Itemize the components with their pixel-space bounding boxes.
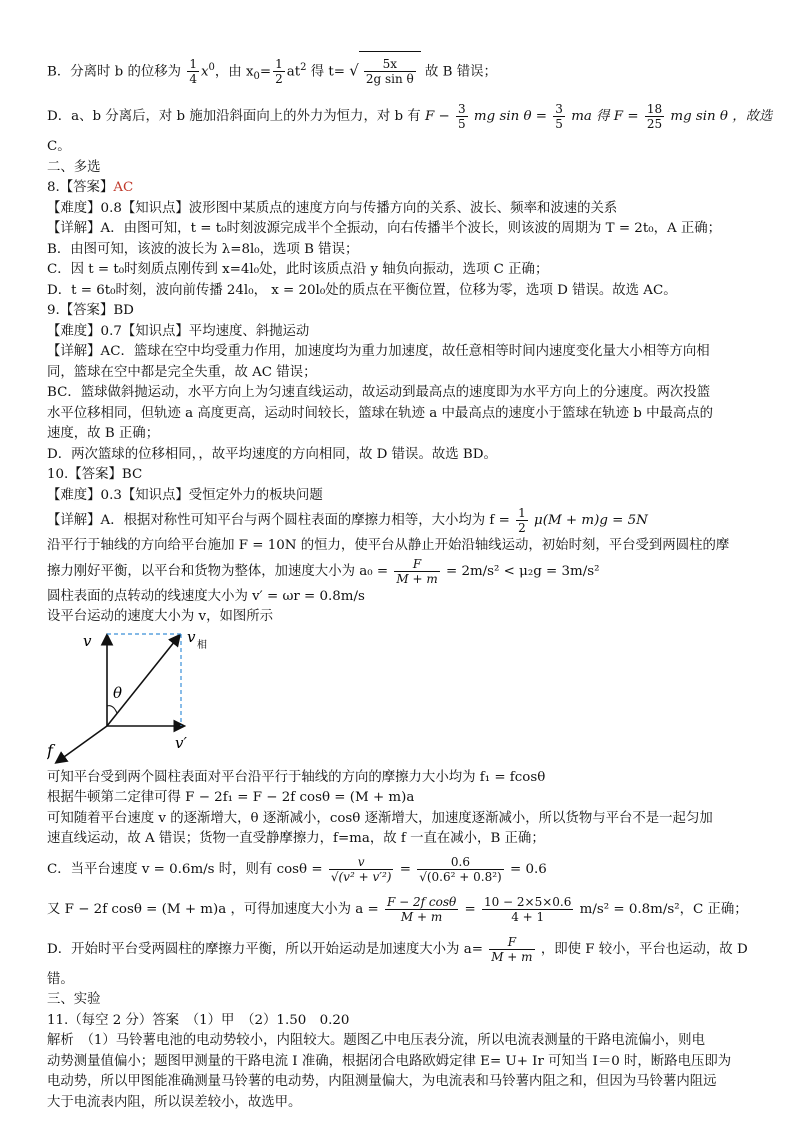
text-line: C．因 t = t₀时刻质点刚传到 x=4l₀处，此时该质点沿 y 轴负向振动，选项 C 正确； bbox=[47, 262, 549, 277]
text: F − bbox=[424, 109, 450, 124]
f-arrow bbox=[57, 726, 107, 762]
text: ，即使 F 较小，平台也运动，故 D bbox=[540, 941, 748, 957]
q10-answer: 10.【答案】BC bbox=[47, 467, 143, 482]
denominator: 2g sin θ bbox=[365, 72, 414, 87]
text-line: D．t = 6t₀时刻，波向前传播 24l₀， x = 20l₀处的质点在平衡位置，位移为零，选项 D 错误。故选 AC。 bbox=[47, 282, 677, 298]
label-theta: θ bbox=[113, 683, 123, 702]
numerator: F bbox=[489, 935, 534, 950]
text-line bbox=[47, 930, 757, 970]
denominator: 5 bbox=[555, 117, 563, 131]
denominator: 4 + 1 bbox=[511, 909, 545, 924]
label-f: f bbox=[47, 740, 53, 760]
numerator: 3 bbox=[458, 102, 466, 116]
text-line: 圆柱表面的点转动的线速度大小为 v′ = ωr = 0.8m/s bbox=[47, 588, 365, 604]
text-line: C。 bbox=[47, 139, 71, 154]
denominator: 25 bbox=[646, 117, 663, 131]
text: 得 t= bbox=[310, 64, 346, 80]
fraction-1-4 bbox=[187, 57, 199, 86]
text-line: 大于电流表内阻，所以误差较小，故选甲。 bbox=[47, 1094, 302, 1110]
text-line: 同，篮球在空中都是完全失重，故 AC 错误； bbox=[47, 364, 317, 380]
text: = 2m/s² < μ₂g = 3m/s² bbox=[445, 563, 600, 579]
text-line: 设平台运动的速度大小为 v，如图所示 bbox=[47, 609, 274, 624]
option-d-line bbox=[47, 97, 773, 137]
answer-document bbox=[47, 48, 773, 1113]
numerator: 3 bbox=[555, 102, 563, 116]
section-heading: 二、多选 bbox=[47, 159, 101, 175]
denominator: 5 bbox=[458, 117, 466, 131]
denominator: 2 bbox=[275, 72, 283, 87]
text-line: 错。 bbox=[47, 971, 74, 987]
numerator: 5x bbox=[364, 57, 416, 72]
text-line bbox=[47, 506, 757, 536]
numerator: 18 bbox=[646, 102, 663, 116]
vrel-arrow bbox=[107, 636, 179, 726]
text-line: 可知平台受到两个圆柱表面对平台沿平行于轴线的方向的摩擦力大小均为 f₁ = fcosθ bbox=[47, 769, 546, 785]
text: D．开始时平台受两圆柱的摩擦力平衡，所以开始运动是加速度大小为 a= bbox=[47, 941, 483, 957]
text: = bbox=[399, 861, 411, 877]
text-line bbox=[47, 890, 757, 930]
text: at bbox=[286, 64, 301, 80]
text-line: 速度，故 B 正确； bbox=[47, 426, 160, 441]
denominator: 2 bbox=[518, 521, 526, 535]
numerator: F − 2f cosθ bbox=[386, 894, 457, 909]
text-line: 电动势，所以甲图能准确测量马铃薯的电动势，内阻测量偏大，为电流表和马铃薯内阻之和，但因为马铃薯内阻远 bbox=[47, 1074, 717, 1089]
denominator: M + m bbox=[400, 909, 443, 924]
q8-answer bbox=[47, 178, 757, 199]
text: ，由 x bbox=[214, 64, 254, 80]
text: 擦力刚好平衡，以平台和货物为整体，加速度大小为 a₀ = bbox=[47, 563, 389, 579]
numerator: 1 bbox=[275, 57, 283, 72]
denominator: √(0.6² + 0.8²) bbox=[419, 869, 502, 884]
text: mg sin θ = bbox=[473, 109, 548, 124]
text-line bbox=[47, 557, 757, 587]
text: D．a、b 分离后，对 b 施加沿斜面向上的外力为恒力，对 b 有 bbox=[47, 109, 421, 124]
text: 故 B 错误； bbox=[425, 64, 497, 80]
text: C．当平台速度 v = 0.6m/s 时，则有 cosθ = bbox=[47, 861, 323, 877]
text: m/s² = 0.8m/s²，C 正确； bbox=[579, 901, 748, 917]
numerator: 0.6 bbox=[417, 855, 503, 870]
var-x: x bbox=[200, 64, 209, 80]
text: = bbox=[259, 64, 272, 80]
label-vrel-sub: 相 bbox=[197, 639, 207, 651]
answer-value: AC bbox=[113, 180, 134, 195]
text-line bbox=[47, 850, 757, 890]
text: 又 F − 2f cosθ = (M + m)a ，可得加速度大小为 a = bbox=[47, 901, 379, 917]
text: ma 得 F = bbox=[571, 109, 639, 124]
numerator: 1 bbox=[189, 57, 197, 72]
text-line: 【难度】0.3【知识点】受恒定外力的板块问题 bbox=[47, 487, 323, 503]
text-line: 可知随着平台速度 v 的逐渐增大，θ 逐渐减小，cosθ 逐渐增大，加速度逐渐减小，所以货物与平台不是一起匀加 bbox=[47, 810, 713, 826]
text-line: 【详解】A．由图可知，t = t₀时刻波源完成半个全振动，向右传播半个波长，则该波的周期为 T = 2t₀，A 正确； bbox=[47, 221, 722, 236]
text-line: B．由图可知，该波的波长为 λ=8l₀，选项 B 错误； bbox=[47, 241, 359, 257]
theta-arc bbox=[107, 705, 117, 712]
text-line: BC．篮球做斜抛运动，水平方向上为匀速直线运动，故运动到最高点的速度即为水平方向上的分速度。两次投篮 bbox=[47, 385, 711, 400]
text-line: 11.（每空 2 分）答案 （1）甲 （2）1.50 0.20 bbox=[47, 1012, 350, 1028]
text-line: 沿平行于轴线的方向给平台施加 F = 10N 的恒力，使平台从静止开始沿轴线运动，初始时刻，平台受到两圆柱的摩 bbox=[47, 538, 730, 553]
label-vrel: v bbox=[187, 627, 196, 646]
text-line: 速直线运动，故 A 错误；货物一直受静摩擦力，f=ma，故 f 一直在减小，B 正确； bbox=[47, 831, 545, 846]
numerator: 10 − 2×5×0.6 bbox=[483, 894, 572, 909]
text: μ(M + m)g = 5N bbox=[534, 513, 648, 528]
sqrt-expression bbox=[359, 51, 421, 92]
section-heading: 三、实验 bbox=[47, 992, 101, 1007]
text: 【详解】A．根据对称性可知平台与两个圆柱表面的摩擦力相等，大小均为 f = bbox=[47, 513, 510, 528]
numerator: F bbox=[394, 557, 439, 572]
velocity-vector-figure bbox=[47, 628, 247, 768]
text-line: 水平位移相同，但轨迹 a 高度更高，运动时间较长，篮球在轨迹 a 中最高点的速度小于篮球在轨迹 b 中最高点的 bbox=[47, 405, 714, 421]
text: = bbox=[464, 901, 476, 917]
fraction-1-2 bbox=[273, 57, 285, 86]
text: = 0.6 bbox=[509, 861, 547, 877]
option-b-line: B．分离时 b 的位移为 $\frac{1}{4}$ $x^0$，由 $x_0=$ $\frac{1}{2}$ $at^2$ 得 t= √ $\frac{5x}{\text{2g sin θ}}$ 故 B 错误； bbox=[47, 48, 757, 88]
text-line: 【详解】AC．篮球在空中均受重力作用，加速度均为重力加速度，故任意相等时间内速度变化量大小相等方向相 bbox=[47, 344, 710, 359]
text: B．分离时 b 的位移为 bbox=[47, 64, 182, 80]
denominator: √(v² + v′²) bbox=[330, 869, 392, 884]
text-line: 解析 （1）马铃薯电池的电动势较小，内阻较大。题图乙中电压表分流，所以电流表测量的干路电流偏小，则电 bbox=[47, 1033, 705, 1048]
denominator: M + m bbox=[491, 949, 533, 964]
q9-answer: 9.【答案】BD bbox=[47, 303, 134, 318]
text: mg sin θ ，故选 bbox=[670, 109, 773, 124]
denominator: 4 bbox=[189, 72, 197, 87]
label: 8.【答案】 bbox=[47, 180, 114, 195]
text-line: 【难度】0.8【知识点】波形图中某质点的速度方向与传播方向的关系、波长、频率和波速的关系 bbox=[47, 200, 618, 216]
label-vprime: v′ bbox=[175, 733, 187, 752]
label-v: v bbox=[83, 631, 92, 650]
text-line: 【难度】0.7【知识点】平均速度、斜抛运动 bbox=[47, 323, 310, 339]
text-line: D．两次篮球的位移相同，，故平均速度的方向相同，故 D 错误。故选 BD。 bbox=[47, 446, 497, 462]
text-line: 根据牛顿第二定律可得 F − 2f₁ = F − 2f cosθ = (M + m)a bbox=[47, 790, 415, 805]
denominator: M + m bbox=[396, 571, 438, 586]
text-line: 动势测量值偏小；题图甲测量的干路电流 I 准确，根据闭合电路欧姆定律 E= U+ Ir 可知当 I＝0 时，断路电压即为 bbox=[47, 1053, 732, 1069]
numerator: 1 bbox=[518, 506, 526, 520]
velocity-diagram bbox=[47, 628, 757, 768]
numerator: v bbox=[329, 855, 394, 870]
